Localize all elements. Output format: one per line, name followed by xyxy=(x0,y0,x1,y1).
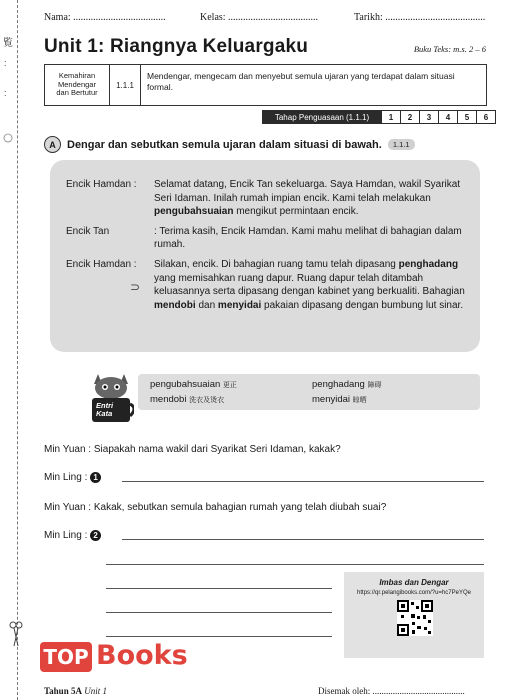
answer-1-label xyxy=(44,472,101,483)
answer-2-line[interactable] xyxy=(106,564,484,565)
dialog-content xyxy=(66,178,478,318)
keyword: menyidai xyxy=(217,299,262,311)
entri-kata-label xyxy=(96,402,113,418)
answer-2-line[interactable] xyxy=(106,636,332,637)
dialog-wavy-edge-icon xyxy=(50,340,480,356)
mastery-level[interactable]: 5 xyxy=(458,110,477,124)
mastery-level[interactable]: 3 xyxy=(420,110,439,124)
speaker: Min Yuan : xyxy=(44,502,92,513)
entri-kata-line2: Kata xyxy=(96,409,113,418)
mastery-level[interactable]: 6 xyxy=(477,110,496,124)
question-text: Siapakah nama wakil dari Syarikat Seri Idaman, kakak? xyxy=(93,444,341,455)
skill-name xyxy=(45,65,110,105)
answer-number: 1 xyxy=(90,472,101,483)
skill-name-line2: Mendengar xyxy=(58,79,96,89)
entri-kata-badge xyxy=(88,368,134,426)
utterance xyxy=(154,258,478,312)
section-instruction: Dengar dan sebutkan semula ujaran dalam situasi di bawah. xyxy=(67,138,382,151)
class-field: Kelas: .................................... xyxy=(200,12,319,23)
watermark-top: TOP xyxy=(40,642,92,672)
question-2 xyxy=(44,502,386,513)
vocab-word: menyidai xyxy=(312,394,351,405)
skill-name-line3: dan Bertutur xyxy=(56,88,98,98)
skill-description: Mendengar, mengecam dan menyebut semula ujaran yang terdapat dalam situasi formal. xyxy=(147,71,455,93)
dialog-line xyxy=(66,258,478,312)
speaker: Min Yuan : xyxy=(44,444,92,455)
vocab-word: pengubahsuaian xyxy=(150,379,221,390)
footer-unit xyxy=(44,686,107,696)
utterance-text: dan xyxy=(195,299,218,311)
cut-line xyxy=(17,0,18,700)
answer-2-line[interactable] xyxy=(106,612,332,613)
speaker: Encik Hamdan : xyxy=(66,179,137,190)
keyword: pengubahsuaian xyxy=(154,206,234,218)
mastery-level[interactable]: 4 xyxy=(439,110,458,124)
watermark-books: Books xyxy=(96,640,188,671)
svg-text::: : xyxy=(4,88,7,98)
skill-table xyxy=(44,64,487,106)
utterance-text: mengikut permintaan encik. xyxy=(233,206,359,218)
keyword: mendobi xyxy=(154,299,196,311)
utterance-text: Silakan, encik. Di bahagian ruang tamu telah dipasang xyxy=(154,258,399,270)
section-a-heading xyxy=(44,136,415,153)
vocab-translation: 洗衣及烫衣 xyxy=(189,396,225,404)
question-text: Kakak, sebutkan semula bahagian rumah yang telah diubah suai? xyxy=(93,502,387,513)
skill-code: 1.1.1 xyxy=(110,65,141,105)
textbook-reference: Buku Teks: m.s. 2 – 6 xyxy=(413,44,486,54)
footer-year: Tahun 5A xyxy=(44,686,82,696)
page-title: Unit 1: Riangnya Keluargaku xyxy=(44,36,309,57)
answer-2-line[interactable] xyxy=(122,539,484,540)
utterance xyxy=(154,178,478,219)
vocab-item xyxy=(150,394,224,405)
mastery-levels xyxy=(262,110,496,124)
vocab-translation: 更正 xyxy=(222,381,237,389)
skill-name-line1: Kemahiran xyxy=(58,71,96,81)
vocab-word: mendobi xyxy=(150,394,187,405)
topbooks-watermark xyxy=(40,640,200,676)
vocab-item xyxy=(312,379,381,390)
footer-unit-label: Unit 1 xyxy=(84,686,107,696)
curl-mark-icon: ⊃ xyxy=(130,280,141,294)
question-1 xyxy=(44,444,341,455)
utterance-text: yang memisahkan ruang dapur. Ruang dapur telah ditambah keluasannya serta dipasang dengan kabinet yang berkualiti. Bahagian xyxy=(154,272,465,298)
speaker: Encik Hamdan : xyxy=(66,258,137,270)
qr-title: Imbas dan Dengar xyxy=(379,578,449,587)
answer-1-line[interactable] xyxy=(122,481,484,482)
date-field: Tarikh: ........................................ xyxy=(354,12,486,23)
answer-number: 2 xyxy=(90,530,101,541)
vocab-item xyxy=(312,394,367,405)
mastery-level[interactable]: 2 xyxy=(401,110,420,124)
qr-code-icon[interactable] xyxy=(397,600,433,636)
keyword: penghadang xyxy=(398,258,459,270)
mastery-level[interactable]: 1 xyxy=(382,110,401,124)
dialog-line xyxy=(66,225,478,252)
footer-checked-by: Disemak oleh: ......................................... xyxy=(318,686,465,696)
utterance-text: pakaian dipasang dengan bumbung lut sinar. xyxy=(261,299,464,311)
speaker: Encik Tan xyxy=(66,225,110,237)
section-letter: A xyxy=(44,136,61,153)
section-tag: 1.1.1 xyxy=(388,139,415,150)
vocab-word: penghadang xyxy=(312,379,365,390)
vocab-translation: 障碍 xyxy=(367,381,382,389)
answer-2-line[interactable] xyxy=(106,588,332,589)
qr-url[interactable]: https://qr.pelangibooks.com/?u=hc7PeYQe xyxy=(357,590,471,596)
svg-text::: : xyxy=(4,58,7,68)
entri-kata-line1: Entri xyxy=(96,401,114,410)
svg-text:覧: 覧 xyxy=(3,38,13,49)
name-field: Nama: ..................................... xyxy=(44,12,166,23)
dialog-line xyxy=(66,178,478,219)
speaker: Min Ling : xyxy=(44,472,88,484)
mastery-label: Tahap Penguasaan (1.1.1) xyxy=(262,110,382,124)
scissors-icon xyxy=(8,620,24,650)
vocab-item xyxy=(150,379,237,390)
answer-2-label xyxy=(44,530,101,541)
vocab-box xyxy=(138,374,480,410)
speaker: Min Ling : xyxy=(44,530,88,542)
utterance: : Terima kasih, Encik Hamdan. Kami mahu melihat di bahagian dalam rumah. xyxy=(154,225,462,251)
vocab-translation: 晾晒 xyxy=(352,396,367,404)
utterance-text: Selamat datang, Encik Tan sekeluarga. Saya Hamdan, wakil Syarikat Seri Idaman. Inilah rumah impian encik. Kami telah melakukan xyxy=(154,179,461,204)
